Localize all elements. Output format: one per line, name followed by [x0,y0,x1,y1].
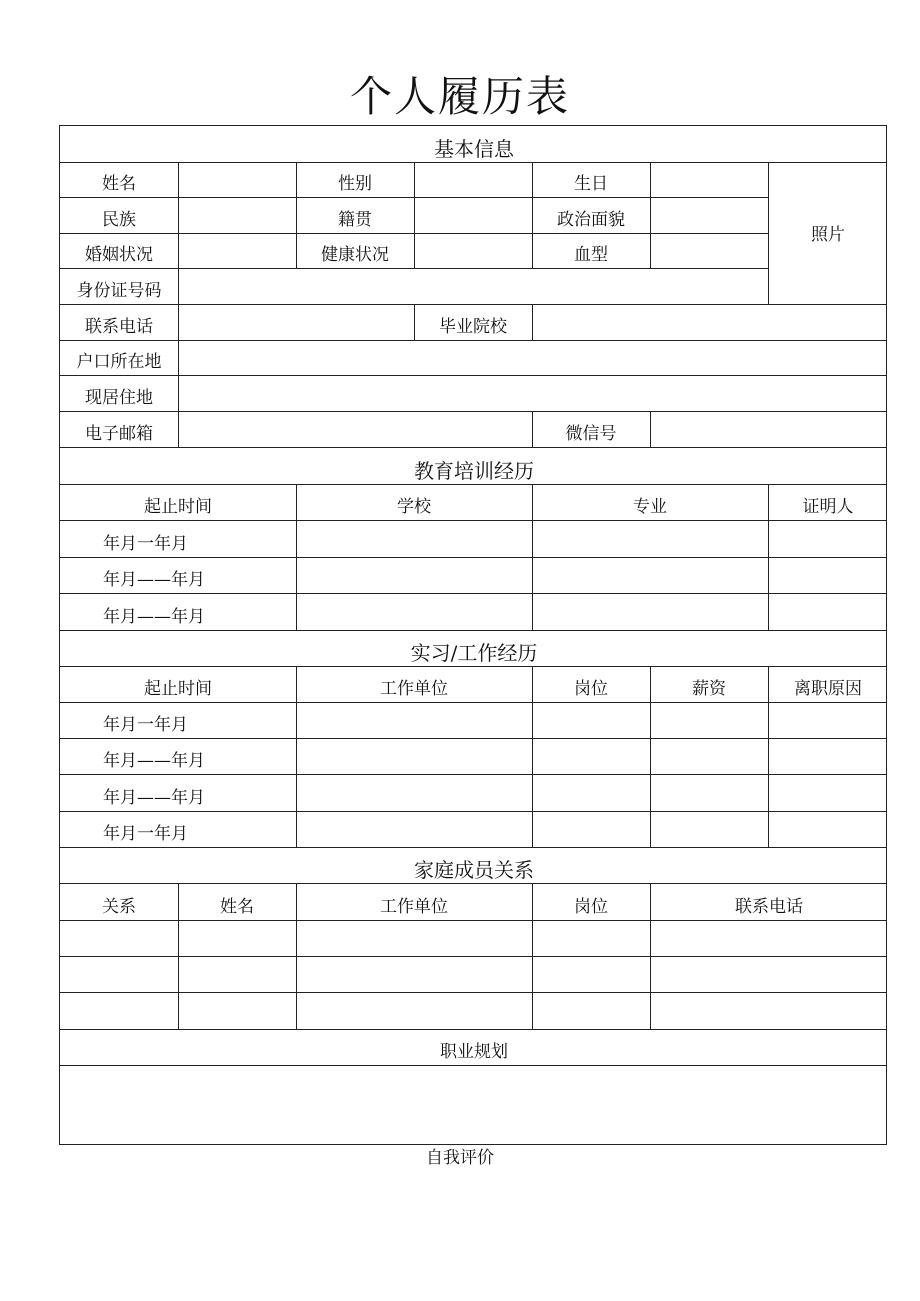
label-political-status: 政治面貌 [557,210,625,230]
grid-line [60,1065,887,1066]
label-school: 毕业院校 [439,317,507,337]
label-name: 姓名 [102,174,136,194]
work-header-leave-reason: 离职原因 [794,679,862,699]
work-row-period: 年月——年月 [103,751,205,771]
grid-line [60,920,887,921]
grid-line [178,162,179,269]
edu-header-major: 专业 [633,497,667,517]
grid-line [178,304,179,340]
grid-line [650,411,651,447]
label-address: 现居住地 [85,388,153,408]
grid-line [60,375,887,376]
work-header-employer: 工作单位 [380,679,448,699]
photo-placeholder: 照片 [811,225,845,245]
grid-line [650,162,651,269]
work-header-position: 岗位 [574,679,608,699]
label-health: 健康状况 [321,245,389,265]
resume-form [59,125,887,1145]
label-marital-status: 婚姻状况 [85,245,153,265]
section-education: 教育培训经历 [414,459,534,483]
label-blood-type: 血型 [574,245,608,265]
edu-header-reference: 证明人 [802,497,854,517]
section-family: 家庭成员关系 [414,858,534,882]
grid-line [178,268,179,304]
grid-line [60,162,887,163]
family-header-relation: 关系 [102,897,136,917]
grid-line [178,411,179,447]
grid-line [532,304,533,340]
grid-line [60,956,887,957]
grid-line [60,411,887,412]
family-header-name: 姓名 [220,897,254,917]
section-self-evaluation: 自我评价 [426,1148,494,1168]
edu-row-period: 年月——年月 [103,607,205,627]
grid-line [60,340,887,341]
label-gender: 性别 [338,174,372,194]
family-header-employer: 工作单位 [380,897,448,917]
page-title: 个人履历表 [349,72,570,121]
section-work: 实习/工作经历 [410,641,538,665]
family-header-position: 岗位 [574,897,608,917]
section-basic-info: 基本信息 [434,137,514,161]
edu-header-school: 学校 [397,497,431,517]
label-id-number: 身份证号码 [76,281,162,301]
section-career: 职业规划 [440,1042,508,1062]
work-header-salary: 薪资 [692,679,726,699]
work-row-period: 年月一年月 [103,824,188,844]
work-row-period: 年月——年月 [103,788,205,808]
grid-line [414,162,415,269]
label-native-place: 籍贯 [338,210,372,230]
label-wechat: 微信号 [565,424,617,444]
label-email: 电子邮箱 [85,424,153,444]
work-row-period: 年月一年月 [103,715,188,735]
grid-line [178,340,179,411]
grid-line [60,992,887,993]
edu-row-period: 年月一年月 [103,534,188,554]
label-ethnicity: 民族 [102,210,136,230]
work-header-period: 起止时间 [144,679,212,699]
label-phone: 联系电话 [85,317,153,337]
label-birthday: 生日 [574,174,608,194]
family-header-phone: 联系电话 [735,897,803,917]
edu-header-period: 起止时间 [144,497,212,517]
label-hukou: 户口所在地 [76,352,162,372]
edu-row-period: 年月——年月 [103,570,205,590]
